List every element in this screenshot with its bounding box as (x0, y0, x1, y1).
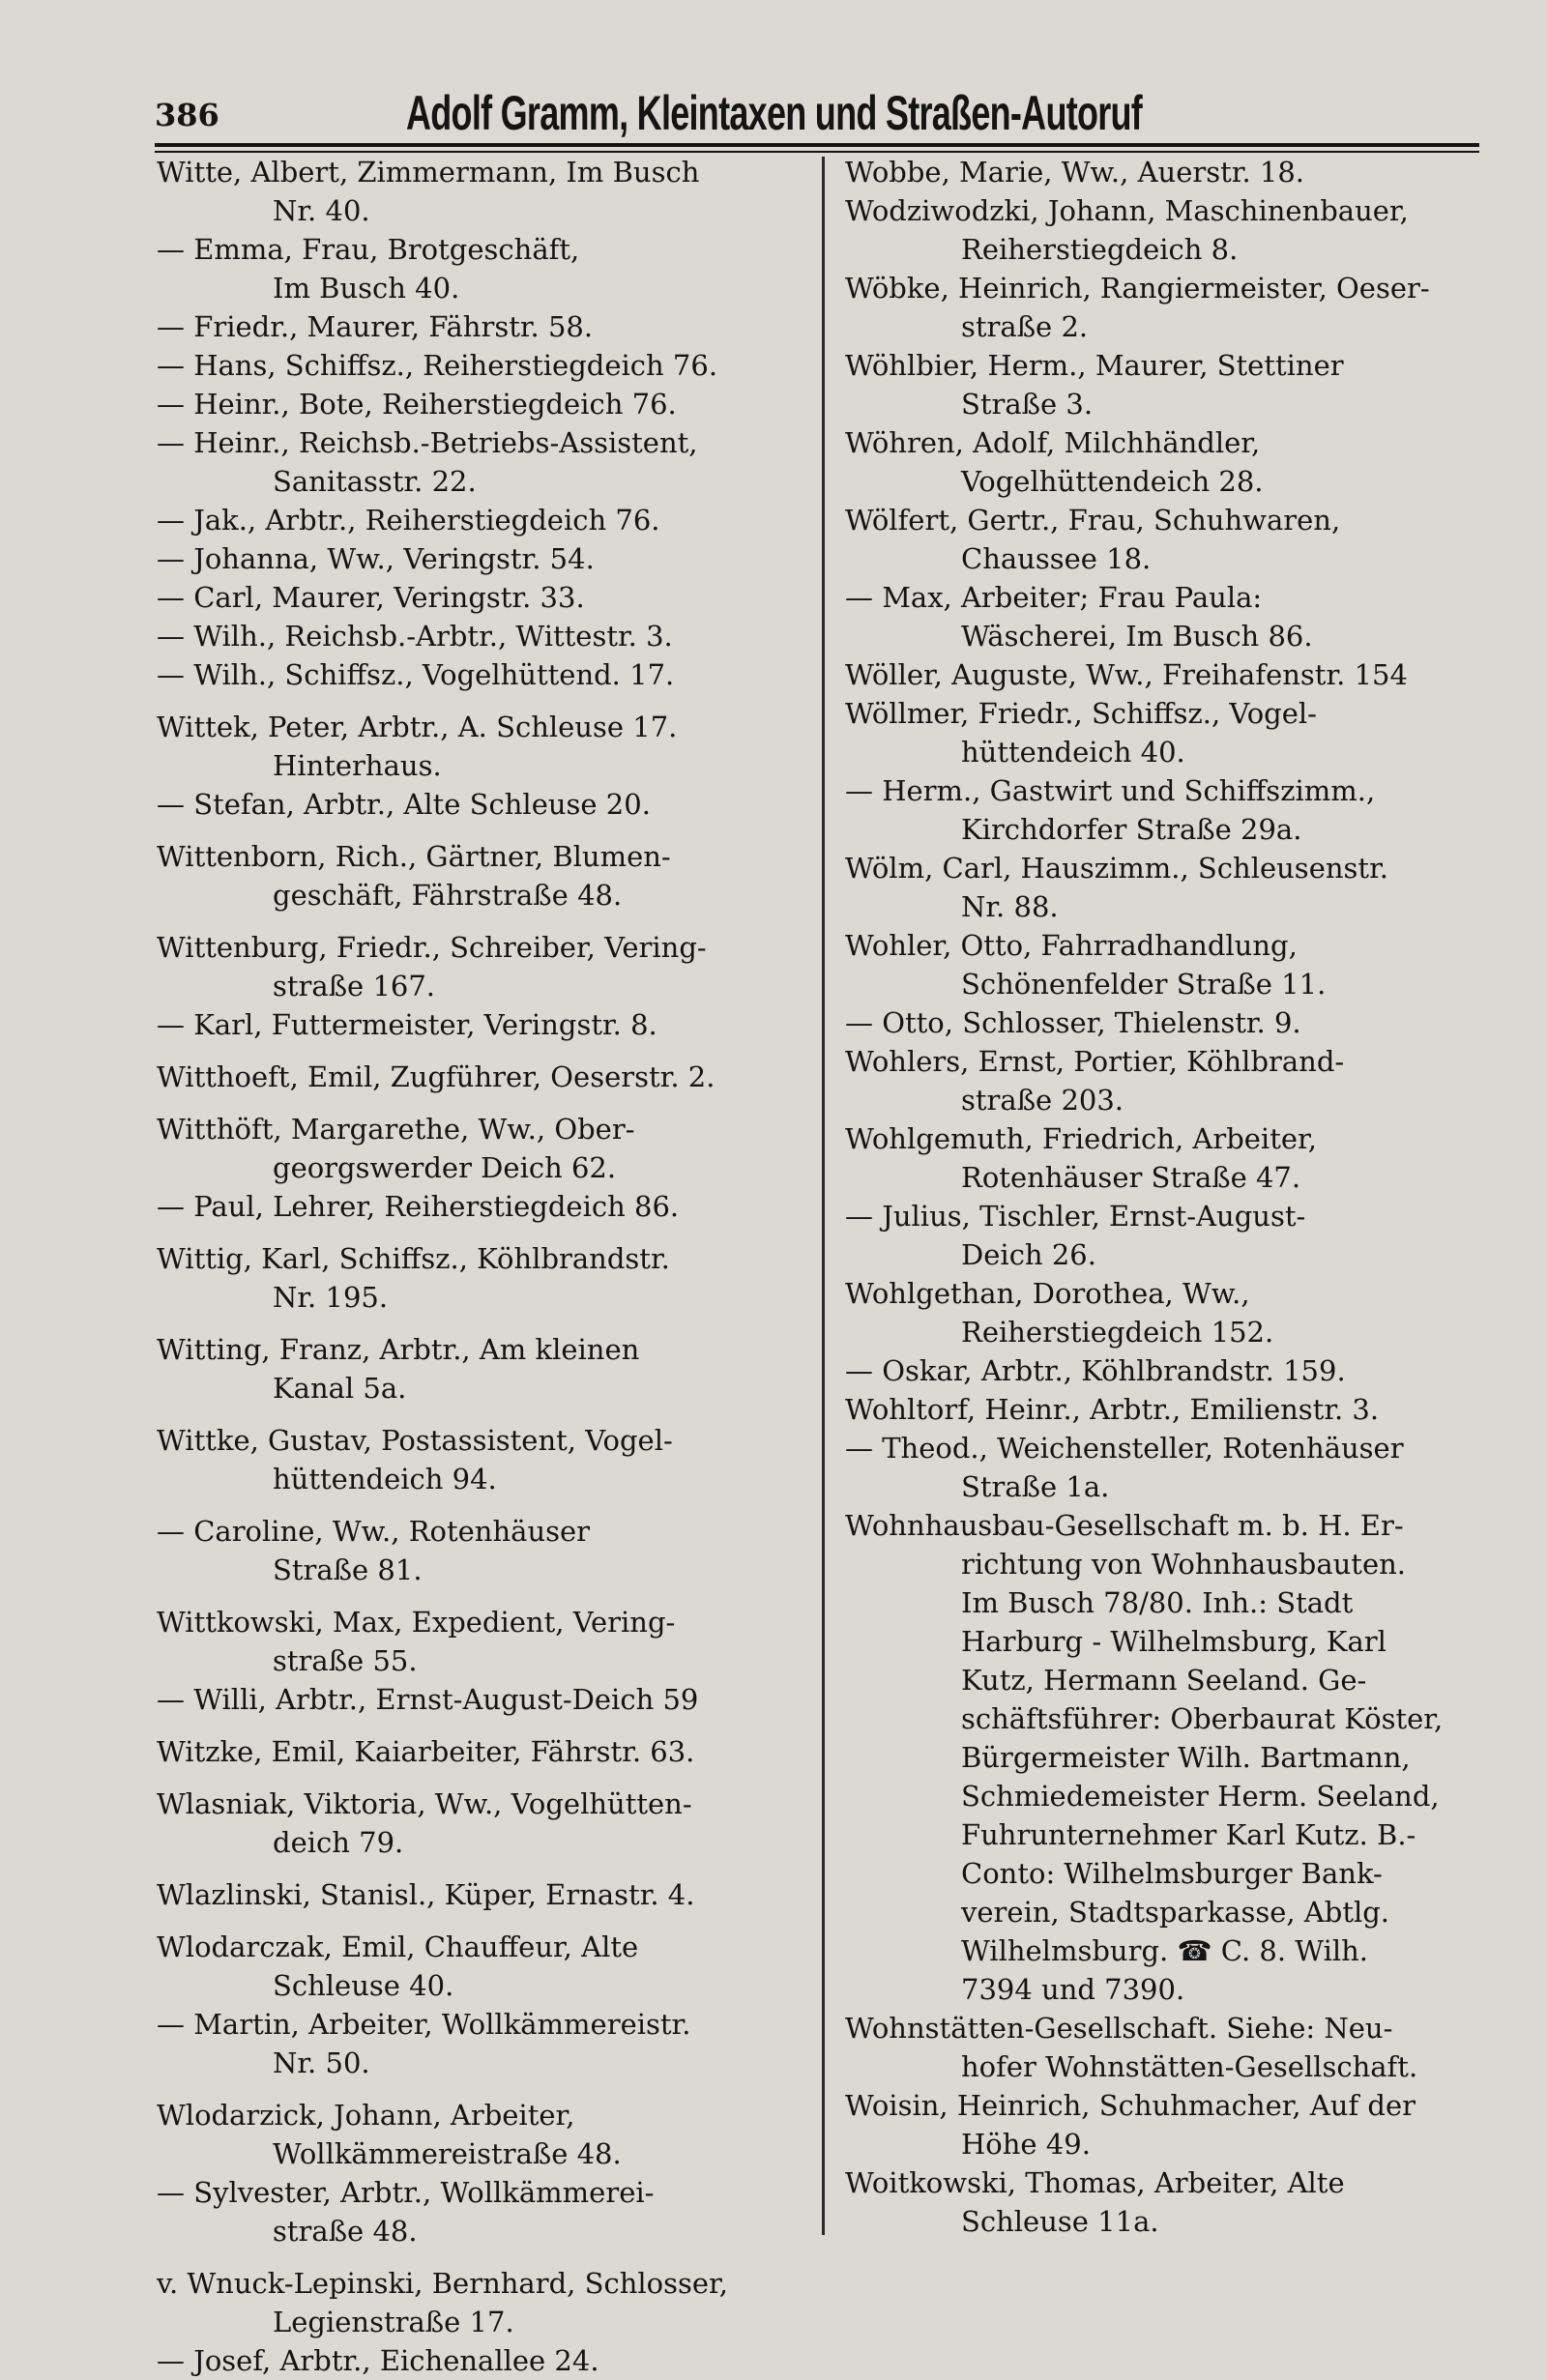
entry-continuation-line: Harburg - Wilhelmsburg, Karl (961, 1625, 1386, 1658)
entry-continuation-line: Schleuse 11a. (961, 2205, 1159, 2238)
header-rule-thick (155, 143, 1479, 147)
entry-line: Wlodarczak, Emil, Chauffeur, Alte (157, 1930, 639, 1963)
directory-entry (157, 1512, 814, 1589)
entry-continuation-line: Schleuse 40. (273, 1969, 454, 2002)
entry-continuation-line: Deich 26. (961, 1238, 1096, 1271)
entry-line: — Otto, Schlosser, Thielenstr. 9. (845, 1006, 1301, 1039)
entry-line: v. Wnuck-Lepinski, Bernhard, Schlosser, (157, 2267, 728, 2300)
directory-entry (157, 307, 814, 346)
directory-entry (157, 230, 814, 307)
entry-line: — Wilh., Reichsb.-Arbtr., Wittestr. 3. (157, 620, 673, 653)
entry-continuation-line: Höhe 49. (961, 2128, 1091, 2161)
directory-entry (157, 346, 814, 385)
directory-entry (845, 771, 1483, 849)
directory-entry (845, 1274, 1483, 1351)
entry-line: Wlasniak, Viktoria, Ww., Vogelhütten- (157, 1787, 692, 1820)
entry-line: Wohnstätten-Gesellschaft. Siehe: Neu- (845, 2012, 1393, 2045)
entry-continuation-line: Im Busch 78/80. Inh.: Stadt (961, 1586, 1354, 1619)
entry-line: Wölm, Carl, Hauszimm., Schleusenstr. (845, 852, 1388, 885)
entry-line: — Herm., Gastwirt und Schiffszimm., (845, 774, 1376, 807)
entry-continuation-line: Bürgermeister Wilh. Bartmann, (961, 1741, 1411, 1774)
entry-continuation-line: Im Busch 40. (273, 272, 460, 305)
directory-entry (845, 1506, 1483, 2009)
directory-entry (157, 1603, 814, 1680)
entry-line: Witthöft, Margarethe, Ww., Ober- (157, 1113, 635, 1146)
entry-continuation-line: Rotenhäuser Straße 47. (961, 1161, 1301, 1194)
directory-entry (157, 708, 814, 785)
directory-entry (845, 1429, 1483, 1506)
entry-line: Wohlgemuth, Friedrich, Arbeiter, (845, 1122, 1317, 1155)
directory-entry (845, 423, 1483, 501)
directory-entry (845, 578, 1483, 655)
entry-line: Woitkowski, Thomas, Arbeiter, Alte (845, 2166, 1345, 2199)
entry-continuation-line: Vogelhüttendeich 28. (961, 465, 1264, 498)
directory-entry (845, 1351, 1483, 1390)
directory-entry (157, 837, 814, 914)
entry-continuation-line: hüttendeich 40. (961, 736, 1185, 769)
directory-entry (157, 1058, 814, 1096)
directory-entry (157, 1239, 814, 1317)
entry-line: Wöbke, Heinrich, Rangiermeister, Oeser- (845, 272, 1430, 305)
entry-line: Wittenburg, Friedr., Schreiber, Vering- (157, 931, 707, 964)
entry-continuation-line: Straße 1a. (961, 1470, 1110, 1503)
entry-line: — Jak., Arbtr., Reiherstiegdeich 76. (157, 504, 660, 537)
directory-entry (157, 1875, 814, 1914)
entry-continuation-line: straße 48. (273, 2215, 418, 2248)
directory-entry (157, 655, 814, 694)
entry-line: Wohnhausbau-Gesellschaft m. b. H. Er- (845, 1509, 1404, 1542)
entry-line: — Hans, Schiffsz., Reiherstiegdeich 76. (157, 349, 718, 382)
entry-continuation-line: 7394 und 7390. (961, 1973, 1185, 2006)
directory-entry (157, 578, 814, 617)
entry-line: Wohltorf, Heinr., Arbtr., Emilienstr. 3. (845, 1393, 1380, 1426)
directory-entry (157, 501, 814, 539)
entry-continuation-line: Schönenfelder Straße 11. (961, 968, 1327, 1001)
entry-continuation-line: Fuhrunternehmer Karl Kutz. B.- (961, 1818, 1416, 1851)
entry-continuation-line: hofer Wohnstätten-Gesellschaft. (961, 2050, 1418, 2083)
directory-entry (845, 1390, 1483, 1429)
entry-continuation-line: geschäft, Fährstraße 48. (273, 879, 623, 912)
entry-line: Wöllmer, Friedr., Schiffsz., Vogel- (845, 697, 1317, 730)
directory-entry (157, 2341, 814, 2380)
entry-continuation-line: Wilhelmsburg. ☎ C. 8. Wilh. (961, 1934, 1369, 1967)
directory-entry (157, 2005, 814, 2082)
column-divider (822, 157, 825, 2235)
entry-continuation-line: Reiherstiegdeich 8. (961, 233, 1239, 266)
entry-line: Wittenborn, Rich., Gärtner, Blumen- (157, 840, 671, 873)
entry-continuation-line: straße 55. (273, 1644, 418, 1677)
directory-entry (845, 191, 1483, 269)
entry-continuation-line: Straße 3. (961, 388, 1094, 421)
entry-continuation-line: Nr. 40. (273, 194, 370, 227)
entry-line: Wobbe, Marie, Ww., Auerstr. 18. (845, 156, 1305, 189)
directory-entry (157, 1330, 814, 1408)
entry-line: — Heinr., Reichsb.-Betriebs-Assistent, (157, 426, 698, 459)
directory-entry (845, 694, 1483, 771)
entry-continuation-line: Nr. 50. (273, 2046, 370, 2079)
entry-continuation-line: Kutz, Hermann Seeland. Ge- (961, 1664, 1367, 1697)
entry-line: Wittig, Karl, Schiffsz., Köhlbrandstr. (157, 1242, 670, 1275)
page-number: 386 (155, 97, 219, 133)
entry-line: Wohler, Otto, Fahrradhandlung, (845, 929, 1298, 962)
entry-line: — Martin, Arbeiter, Wollkämmereistr. (157, 2008, 691, 2041)
directory-entry (157, 2264, 814, 2341)
entry-continuation-line: schäftsführer: Oberbaurat Köster, (961, 1702, 1444, 1735)
entry-line: — Willi, Arbtr., Ernst-August-Deich 59 (157, 1683, 699, 1716)
entry-continuation-line: Nr. 195. (273, 1281, 389, 1314)
entry-line: Witzke, Emil, Kaiarbeiter, Fährstr. 63. (157, 1735, 695, 1768)
directory-entry (157, 1928, 814, 2005)
page-title: Adolf Gramm, Kleintaxen und Straßen-Autoruf (406, 86, 1143, 140)
entry-line: Wittek, Peter, Arbtr., A. Schleuse 17. (157, 711, 678, 743)
entry-line: — Paul, Lehrer, Reiherstiegdeich 86. (157, 1190, 680, 1223)
directory-entry (157, 153, 814, 230)
directory-entry (157, 1785, 814, 1862)
directory-entry (157, 1680, 814, 1719)
directory-entry (157, 423, 814, 501)
entry-continuation-line: Kanal 5a. (273, 1372, 407, 1405)
right-column (845, 153, 1483, 2241)
entry-line: Wlazlinski, Stanisl., Küper, Ernastr. 4. (157, 1878, 695, 1911)
entry-line: Wohlers, Ernst, Portier, Köhlbrand- (845, 1045, 1345, 1078)
directory-entry (845, 2086, 1483, 2163)
directory-entry (845, 153, 1483, 191)
directory-entry (157, 1187, 814, 1226)
entry-continuation-line: Straße 81. (273, 1553, 423, 1586)
entry-line: — Johanna, Ww., Veringstr. 54. (157, 542, 595, 575)
entry-continuation-line: Sanitasstr. 22. (273, 465, 477, 498)
directory-entry (157, 1732, 814, 1771)
entry-continuation-line: Reiherstiegdeich 152. (961, 1316, 1274, 1349)
entry-line: Witting, Franz, Arbtr., Am kleinen (157, 1333, 640, 1366)
directory-entry (845, 2163, 1483, 2241)
entry-continuation-line: verein, Stadtsparkasse, Abtlg. (961, 1896, 1390, 1929)
directory-entry (845, 346, 1483, 423)
entry-line: — Oskar, Arbtr., Köhlbrandstr. 159. (845, 1354, 1346, 1387)
directory-entry (845, 1042, 1483, 1119)
entry-continuation-line: georgswerder Deich 62. (273, 1151, 617, 1184)
entry-line: — Josef, Arbtr., Eichenallee 24. (157, 2344, 599, 2377)
entry-continuation-line: Chaussee 18. (961, 542, 1152, 575)
directory-entry (845, 926, 1483, 1003)
entry-line: — Julius, Tischler, Ernst-August- (845, 1200, 1306, 1233)
directory-entry (845, 1119, 1483, 1197)
entry-line: — Sylvester, Arbtr., Wollkämmerei- (157, 2176, 655, 2209)
directory-entry (845, 269, 1483, 346)
entry-line: Wöhren, Adolf, Milchhändler, (845, 426, 1261, 459)
entry-line: Witte, Albert, Zimmermann, Im Busch (157, 156, 700, 189)
entry-line: Woisin, Heinrich, Schuhmacher, Auf der (845, 2089, 1416, 2122)
directory-entry (157, 2173, 814, 2250)
directory-entry (845, 1003, 1483, 1042)
directory-entry (157, 1005, 814, 1044)
entry-continuation-line: hüttendeich 94. (273, 1463, 497, 1495)
entry-continuation-line: Schmiedemeister Herm. Seeland, (961, 1780, 1440, 1813)
entry-line: — Theod., Weichensteller, Rotenhäuser (845, 1432, 1404, 1465)
entry-continuation-line: Kirchdorfer Straße 29a. (961, 813, 1302, 846)
entry-line: Wöhlbier, Herm., Maurer, Stettiner (845, 349, 1344, 382)
entry-line: — Wilh., Schiffsz., Vogelhüttend. 17. (157, 658, 675, 691)
directory-entry (845, 655, 1483, 694)
entry-line: — Caroline, Ww., Rotenhäuser (157, 1515, 591, 1548)
entry-continuation-line: Hinterhaus. (273, 749, 442, 782)
directory-entry (157, 928, 814, 1005)
entry-line: — Karl, Futtermeister, Veringstr. 8. (157, 1008, 657, 1041)
entry-line: Wohlgethan, Dorothea, Ww., (845, 1277, 1250, 1310)
directory-entry (157, 539, 814, 578)
directory-entry (845, 2009, 1483, 2086)
entry-continuation-line: Conto: Wilhelmsburger Bank- (961, 1857, 1383, 1890)
entry-continuation-line: straße 167. (273, 970, 436, 1002)
entry-line: Witthoeft, Emil, Zugführer, Oeserstr. 2. (157, 1060, 715, 1093)
entry-continuation-line: richtung von Wohnhausbauten. (961, 1548, 1407, 1581)
entry-line: Wittke, Gustav, Postassistent, Vogel- (157, 1424, 673, 1457)
entry-continuation-line: Wäscherei, Im Busch 86. (961, 620, 1313, 653)
directory-entry (157, 2096, 814, 2173)
entry-line: Wlodarzick, Johann, Arbeiter, (157, 2099, 575, 2132)
directory-entry (845, 849, 1483, 926)
directory-entry (157, 1421, 814, 1498)
entry-line: Wittkowski, Max, Expedient, Vering- (157, 1606, 676, 1639)
entry-continuation-line: Legienstraße 17. (273, 2306, 514, 2338)
directory-entry (845, 501, 1483, 578)
directory-entry (157, 785, 814, 824)
entry-continuation-line: straße 2. (961, 310, 1089, 343)
page-header (155, 85, 1479, 143)
directory-entry (157, 385, 814, 423)
directory-entry (157, 617, 814, 655)
directory-entry (157, 1110, 814, 1187)
entry-continuation-line: Nr. 88. (961, 890, 1059, 923)
entry-line: — Emma, Frau, Brotgeschäft, (157, 233, 580, 266)
left-column (157, 153, 814, 2380)
entry-line: — Heinr., Bote, Reiherstiegdeich 76. (157, 388, 677, 421)
entry-line: Wodziwodzki, Johann, Maschinenbauer, (845, 194, 1409, 227)
entry-line: Wöller, Auguste, Ww., Freihafenstr. 154 (845, 658, 1408, 691)
entry-continuation-line: deich 79. (273, 1826, 404, 1859)
entry-line: Wölfert, Gertr., Frau, Schuhwaren, (845, 504, 1341, 537)
entry-line: — Carl, Maurer, Veringstr. 33. (157, 581, 585, 614)
entry-line: — Max, Arbeiter; Frau Paula: (845, 581, 1263, 614)
directory-entry (845, 1197, 1483, 1274)
entry-continuation-line: straße 203. (961, 1084, 1124, 1117)
entry-line: — Stefan, Arbtr., Alte Schleuse 20. (157, 788, 651, 821)
entry-line: — Friedr., Maurer, Fährstr. 58. (157, 310, 594, 343)
entry-continuation-line: Wollkämmereistraße 48. (273, 2137, 622, 2170)
